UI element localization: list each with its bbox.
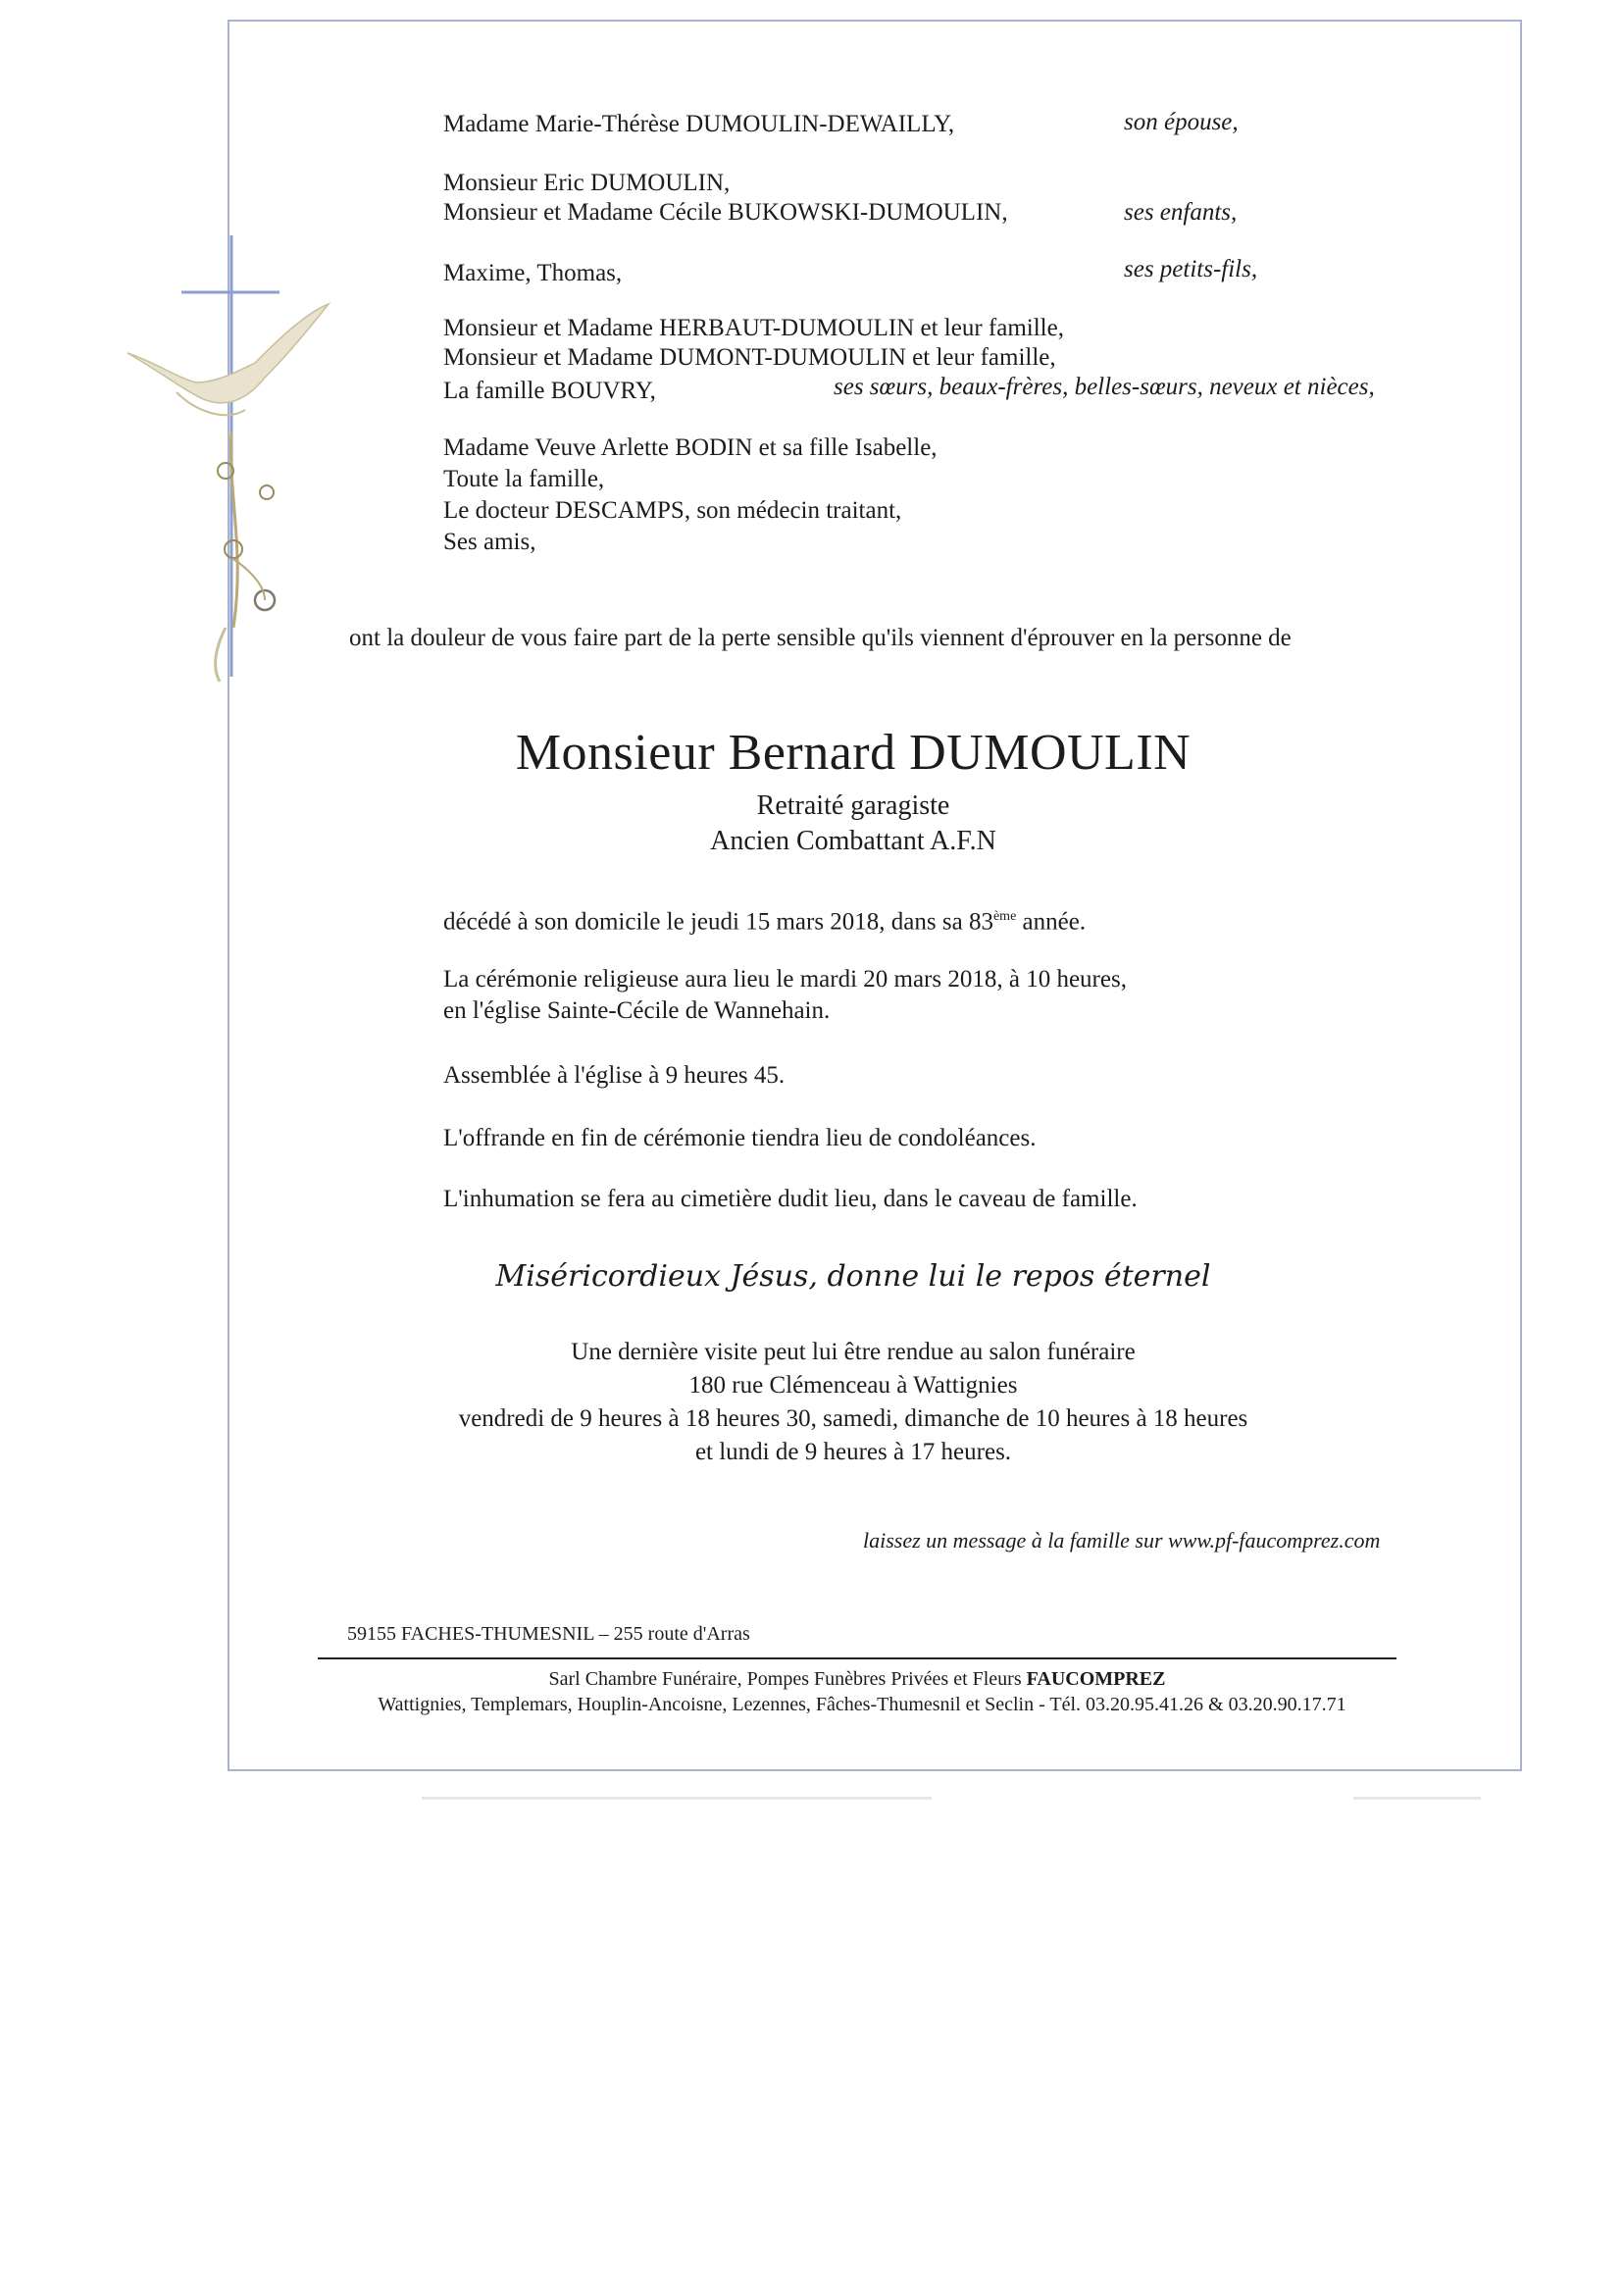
scan-artifact bbox=[1353, 1797, 1481, 1800]
footer-company-desc: Sarl Chambre Funéraire, Pompes Funèbres Privées et Fleurs bbox=[548, 1668, 1027, 1690]
relation-spouse: son épouse, bbox=[1124, 109, 1239, 135]
cross-dove-flower-icon bbox=[118, 235, 343, 687]
footer-locations: Wattignies, Templemars, Houplin-Ancoisne, Lezennes, Fâches-Thumesnil et Seclin - Tél. 03.20.95.41.26 & 03.20.90.17.71 bbox=[378, 1694, 1346, 1715]
footer-address: 59155 FACHES-THUMESNIL – 255 route d'Arras bbox=[347, 1623, 750, 1645]
family-line-grandchildren: Maxime, Thomas, bbox=[443, 260, 623, 286]
family-line-bodin: Madame Veuve Arlette BODIN et sa fille Isabelle, bbox=[443, 434, 938, 461]
ceremony-line-1: La cérémonie religieuse aura lieu le mardi 20 mars 2018, à 10 heures, bbox=[443, 966, 1127, 993]
deceased-name: Monsieur Bernard DUMOULIN bbox=[515, 725, 1192, 781]
death-ordinal: ème bbox=[992, 909, 1017, 924]
death-notice bbox=[443, 902, 1086, 937]
family-line-son: Monsieur Eric DUMOULIN, bbox=[443, 170, 731, 196]
deceased-profession: Retraité garagiste bbox=[756, 790, 950, 821]
footer-company bbox=[416, 1667, 1298, 1691]
footer-divider bbox=[318, 1657, 1396, 1659]
offering-text: L'offrande en fin de cérémonie tiendra lieu de condoléances. bbox=[443, 1125, 1037, 1151]
visit-line-3: vendredi de 9 heures à 18 heures 30, samedi, dimanche de 10 heures à 18 heures bbox=[458, 1405, 1248, 1432]
assembly-text: Assemblée à l'église à 9 heures 45. bbox=[443, 1062, 786, 1089]
ceremony-line-2: en l'église Sainte-Cécile de Wannehain. bbox=[443, 997, 831, 1024]
announcement-text: ont la douleur de vous faire part de la perte sensible qu'ils viennent d'éprouver en la personne de bbox=[349, 625, 1292, 651]
message-link: laissez un message à la famille sur www.pf-faucomprez.com bbox=[863, 1528, 1381, 1553]
family-line-friends: Ses amis, bbox=[443, 529, 536, 555]
family-line-daughter: Monsieur et Madame Cécile BUKOWSKI-DUMOULIN, bbox=[443, 199, 1008, 226]
death-text: décédé à son domicile le jeudi 15 mars 2018, dans sa 83 bbox=[443, 908, 993, 936]
visit-line-4: et lundi de 9 heures à 17 heures. bbox=[694, 1439, 1012, 1465]
relation-grandchildren: ses petits-fils, bbox=[1124, 256, 1258, 282]
relation-siblings: ses sœurs, beaux-frères, belles-sœurs, neveux et nièces, bbox=[834, 374, 1375, 400]
family-line-spouse: Madame Marie-Thérèse DUMOULIN-DEWAILLY, bbox=[443, 111, 955, 137]
burial-text: L'inhumation se fera au cimetière dudit lieu, dans le caveau de famille. bbox=[443, 1186, 1138, 1212]
page-border bbox=[228, 20, 1522, 1771]
scan-artifact bbox=[422, 1797, 932, 1800]
family-line-doctor: Le docteur DESCAMPS, son médecin traitant, bbox=[443, 497, 902, 524]
footer-company-name: FAUCOMPREZ bbox=[1026, 1668, 1166, 1690]
visit-line-1: Une dernière visite peut lui être rendue au salon funéraire bbox=[571, 1339, 1136, 1365]
death-text-end: année. bbox=[1016, 908, 1087, 936]
visit-line-2: 180 rue Clémenceau à Wattignies bbox=[688, 1372, 1018, 1399]
prayer-text: Miséricordieux Jésus, donne lui le repos éternel bbox=[495, 1259, 1211, 1294]
family-line-all: Toute la famille, bbox=[443, 466, 605, 492]
relation-children: ses enfants, bbox=[1124, 199, 1238, 226]
deceased-veteran: Ancien Combattant A.F.N bbox=[710, 826, 996, 856]
family-line-dumont: Monsieur et Madame DUMONT-DUMOULIN et leur famille, bbox=[443, 344, 1056, 371]
family-line-bouvry: La famille BOUVRY, bbox=[443, 378, 656, 404]
family-line-herbaut: Monsieur et Madame HERBAUT-DUMOULIN et leur famille, bbox=[443, 315, 1064, 341]
